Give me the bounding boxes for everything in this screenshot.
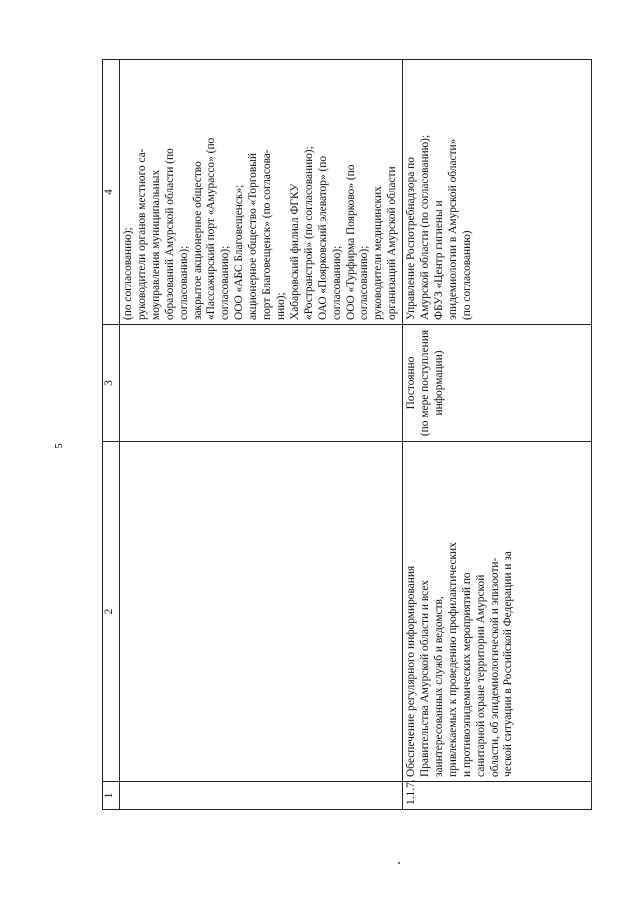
responsible-line: согласованию); — [177, 245, 190, 320]
responsible-line: ООО «АБС Благовещенск»; — [233, 184, 246, 320]
responsible-line: руководители органов местного са- — [135, 148, 148, 320]
measure-line: области, об эпидемиологической и эпизооти- — [488, 557, 501, 777]
responsible-line: закрытое акционерное общество — [191, 161, 204, 320]
header-col-4: 4 — [103, 60, 120, 325]
table-row-continuation — [120, 60, 403, 810]
measure-line: заинтересованных служб и ведомств, — [432, 596, 445, 777]
responsible-line: порт Благовещенск» (по согласова- — [261, 149, 274, 320]
cell-empty-measure — [120, 442, 403, 782]
responsible-line: акционерное общество «Торговый — [247, 152, 260, 320]
responsible-line: Управление Роспотребнадзора по — [405, 157, 418, 320]
responsible-line: эпидемиологии в Амурской области» — [446, 138, 459, 320]
measure-line: Обеспечение регулярного информирования — [405, 565, 418, 777]
header-col-1: 1 — [103, 782, 120, 810]
responsible-line: Амурской области (по согласованию); — [419, 134, 432, 320]
cell-empty-number — [120, 782, 403, 810]
measure-line: привлекаемых к проведению профилактических — [446, 542, 459, 777]
responsible-line: согласованию); — [330, 245, 343, 320]
cell-responsible-continuation — [120, 60, 403, 325]
responsible-line: нию); — [274, 292, 287, 320]
cell-deadline — [403, 325, 592, 442]
measure-line: и противоэпидемических мероприятий по — [460, 572, 473, 777]
responsible-line: руководители медицинских — [372, 186, 385, 320]
scan-speck — [398, 862, 400, 864]
measure-line: Правительства Амурской области и всех — [419, 580, 432, 777]
deadline-line: (по мере поступления — [419, 329, 432, 437]
responsible-line: ФБУЗ «Центр гигиены и — [432, 200, 445, 320]
header-col-2: 2 — [103, 442, 120, 782]
cell-item-number: 1.1.7. — [403, 782, 592, 810]
responsible-line: Хабаровский филиал ФГКУ — [288, 183, 301, 320]
measure-line: санитарной охране территории Амурской — [474, 574, 487, 777]
responsible-line: ООО «Турфирма Поярково» (по — [344, 164, 357, 320]
measure-line: ческой ситуации в Российской Федерации и за — [502, 551, 515, 777]
responsible-line: моуправления муниципальных — [149, 169, 162, 320]
table-header-row — [103, 60, 120, 810]
responsible-line: согласованию); — [358, 245, 371, 320]
page-number: 5 — [52, 443, 65, 449]
header-col-3: 3 — [103, 325, 120, 442]
deadline-line: информации) — [432, 350, 445, 416]
deadline-line: Постоянно — [405, 356, 418, 410]
responsible-line: образований Амурской области (по — [163, 148, 176, 320]
responsible-line: согласованию); — [219, 245, 232, 320]
cell-responsible — [403, 60, 592, 325]
rotated-table-container — [102, 60, 592, 810]
measures-table — [102, 59, 592, 810]
responsible-line: (по согласованию); — [122, 227, 134, 320]
responsible-line: ОАО «Поярковский элеватор» (по — [316, 155, 329, 320]
responsible-line: «Ространстрой» (по согласованию); — [302, 146, 315, 320]
table-row-1-1-7 — [403, 60, 592, 810]
cell-measure-description — [403, 442, 592, 782]
responsible-line: (по согласованию) — [460, 230, 473, 320]
document-table-wrapper — [102, 60, 592, 810]
responsible-line: организаций Амурской области — [386, 166, 399, 320]
responsible-line: «Пассажирский порт «Амурассо» (по — [205, 137, 218, 320]
cell-empty-deadline — [120, 325, 403, 442]
